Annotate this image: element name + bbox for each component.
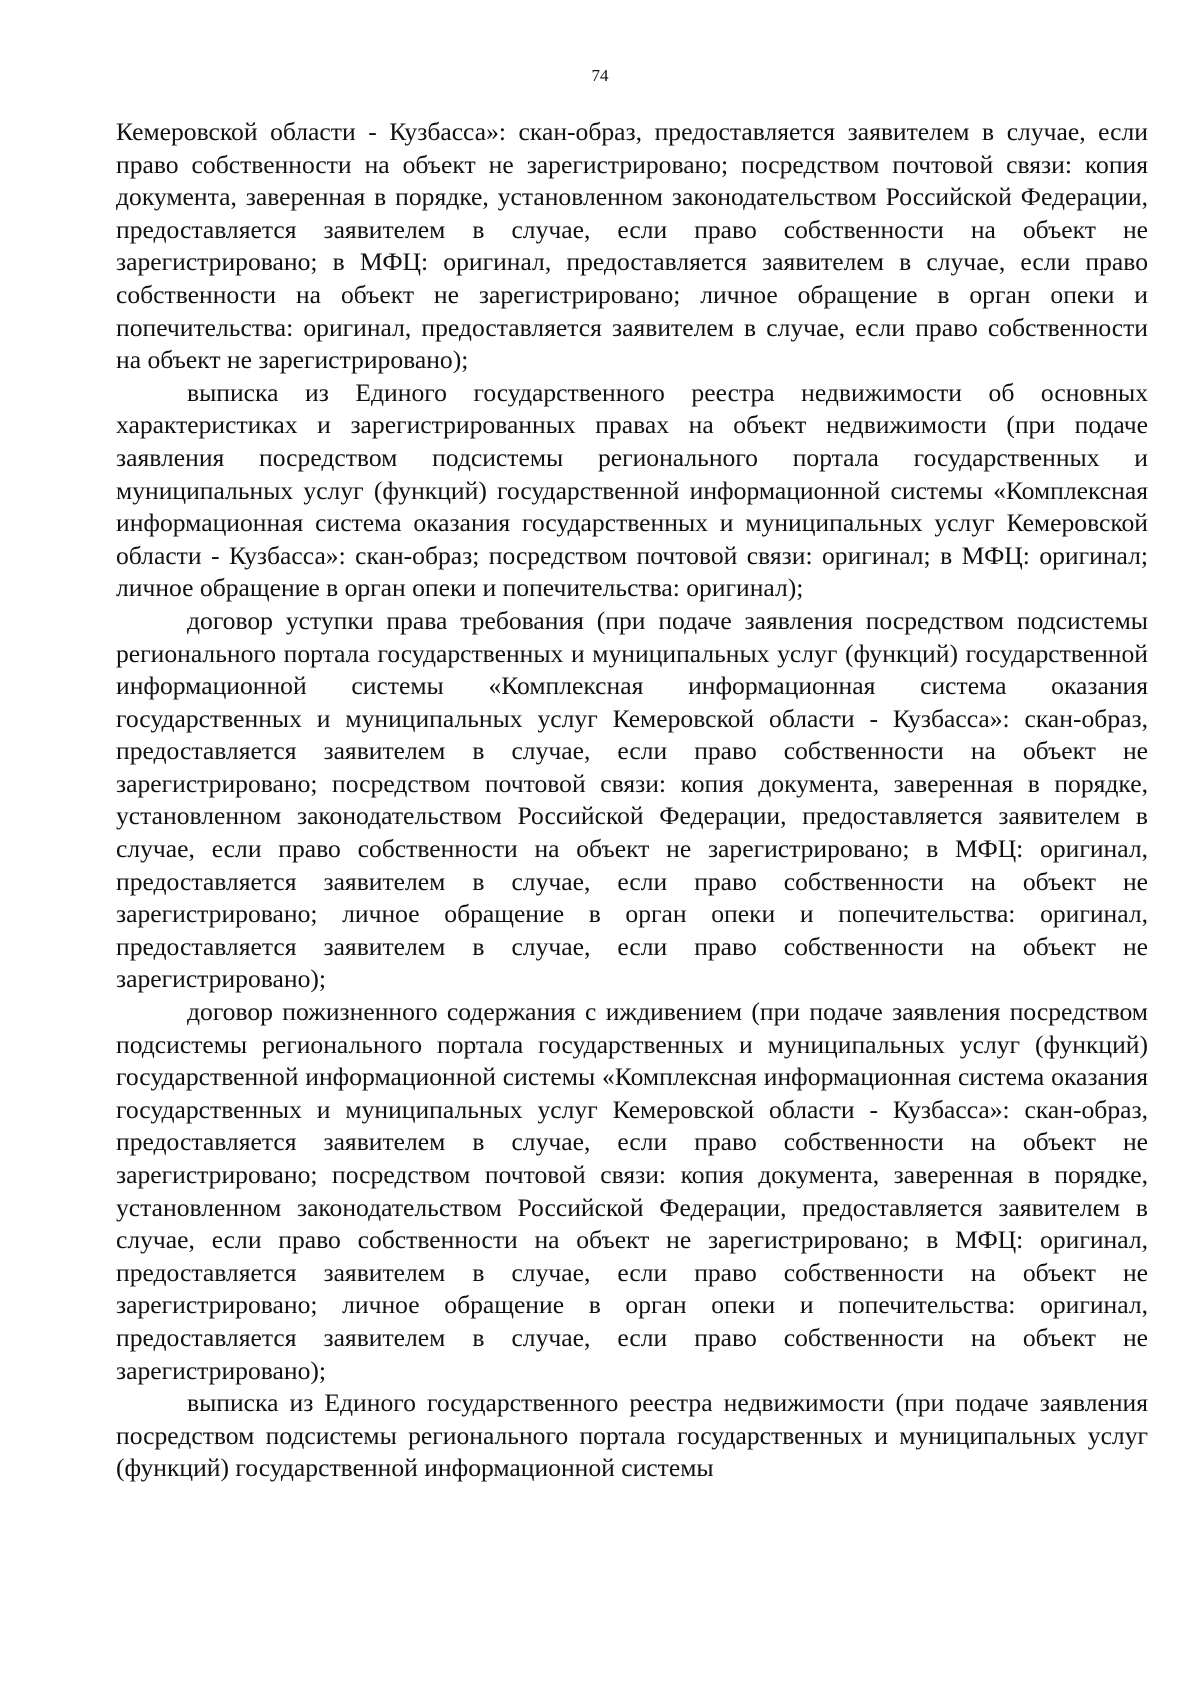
paragraph-egrn-extract-main-characteristics: выписка из Единого государственного реестра недвижимости об основных характеристиках и зарегистрированных правах на объект недвижимости (при подаче заявления посредством подсистемы регионального портала государственных и муниципальных услуг (функций) государственной информационной системы «Комплексная информационная система оказания государственных и муниципальных услуг Кемеровской области - Кузбасса»: скан-образ; посредством почтовой связи: оригинал; в МФЦ: оригинал; личное обращение в орган опеки и попечительства: оригинал);	[116, 377, 1148, 603]
paragraph-continuation: Кемеровской области - Кузбасса»: скан-образ, предоставляется заявителем в случае, если право собственности на объект не зарегистрировано; посредством почтовой связи: копия документа, заверенная в порядке, установленном законодательством Российской Федерации, предоставляется заявителем в случае, если право собственности на объект не зарегистрировано; в МФЦ: оригинал, предоставляется заявителем в случае, если право собственности на объект не зарегистрировано; личное обращение в орган опеки и попечительства: оригинал, предоставляется заявителем в случае, если право собственности на объект не зарегистрировано);	[116, 117, 1148, 375]
paragraph-assignment-agreement: договор уступки права требования (при подаче заявления посредством подсистемы регионального портала государственных и муниципальных услуг (функций) государственной информационной системы «Комплексная информационная система оказания государственных и муниципальных услуг Кемеровской области - Кузбасса»: скан-образ, предоставляется заявителем в случае, если право собственности на объект не зарегистрировано; посредством почтовой связи: копия документа, заверенная в порядке, установленном законодательством Российской Федерации, предоставляется заявителем в случае, если право собственности на объект не зарегистрировано; в МФЦ: оригинал, предоставляется заявителем в случае, если право собственности на объект не зарегистрировано; личное обращение в орган опеки и попечительства: оригинал, предоставляется заявителем в случае, если право собственности на объект не зарегистрировано);	[116, 605, 1148, 994]
page-number: 74	[591, 66, 609, 85]
paragraph-life-annuity-agreement: договор пожизненного содержания с иждивением (при подаче заявления посредством подсистемы регионального портала государственных и муниципальных услуг (функций) государственной информационной системы «Комплексная информационная система оказания государственных и муниципальных услуг Кемеровской области - Кузбасса»: скан-образ, предоставляется заявителем в случае, если право собственности на объект не зарегистрировано; посредством почтовой связи: копия документа, заверенная в порядке, установленном законодательством Российской Федерации, предоставляется заявителем в случае, если право собственности на объект не зарегистрировано; в МФЦ: оригинал, предоставляется заявителем в случае, если право собственности на объект не зарегистрировано; личное обращение в орган опеки и попечительства: оригинал, предоставляется заявителем в случае, если право собственности на объект не зарегистрировано);	[116, 997, 1148, 1385]
paragraph-egrn-extract: выписка из Единого государственного реестра недвижимости (при подаче заявления посредством подсистемы регионального портала государственных и муниципальных услуг (функций) государственной информационной системы	[116, 1388, 1148, 1483]
document-body	[116, 116, 1148, 1485]
